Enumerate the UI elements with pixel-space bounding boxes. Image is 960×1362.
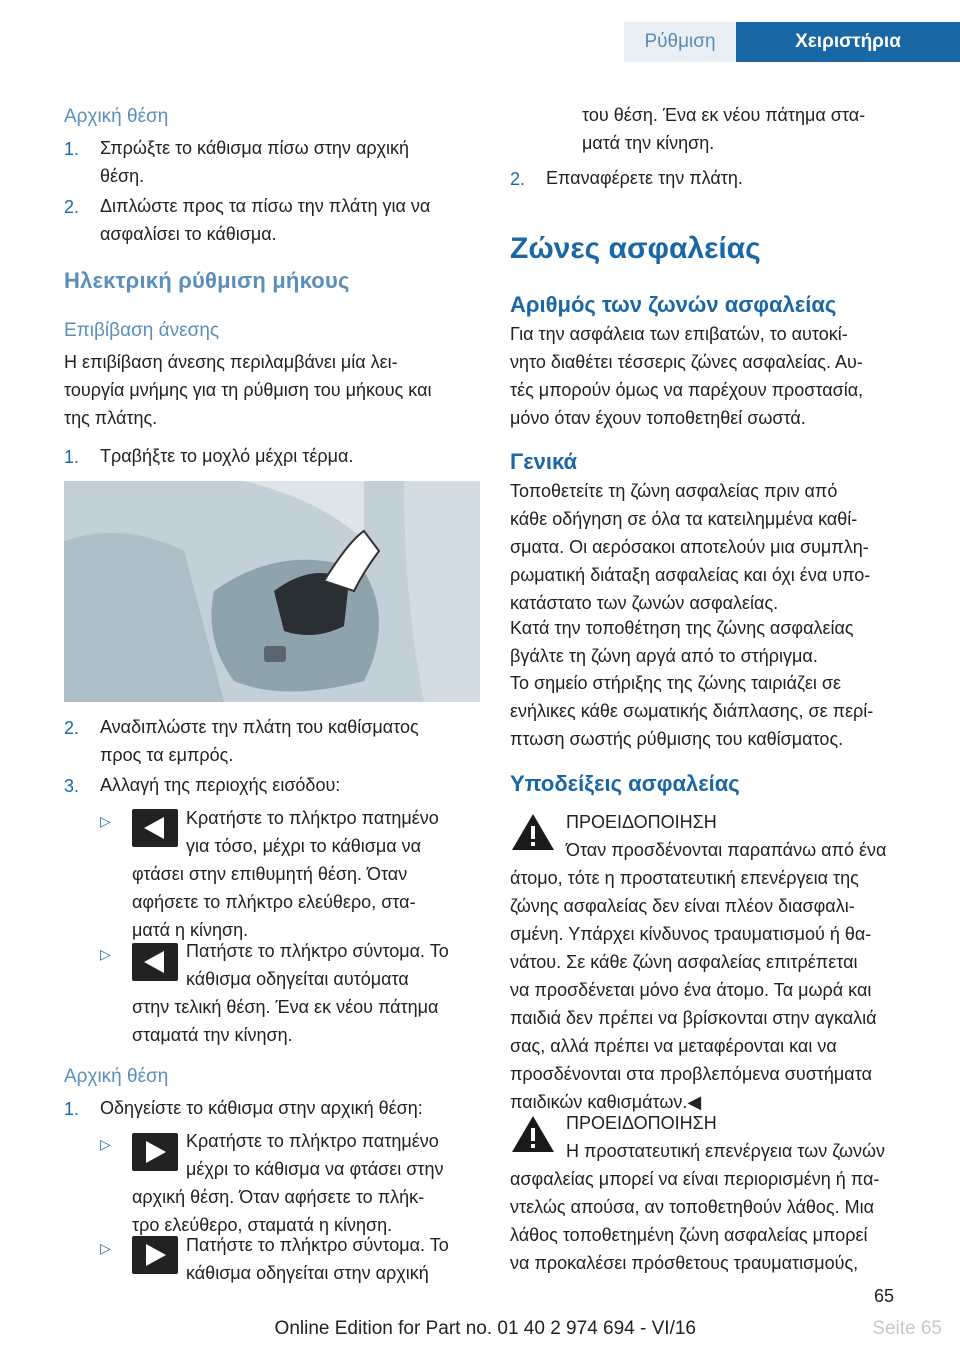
number-of-seatbelts-heading: Αριθμός των ζωνών ασφαλείας [510, 292, 837, 317]
step-number: 1. [64, 1099, 80, 1119]
bullet-text-continued: φτάσει στην επιθυμητή θέση. Όταν αφήσετε το πλήκτρο ελεύθερο, στα‐ ματά η κίνηση. [132, 864, 416, 940]
tab-controls[interactable]: Χειριστήρια [736, 22, 960, 62]
step-number: 3. [64, 776, 80, 796]
step-number: 2. [510, 169, 526, 189]
seat-lever-photo [64, 481, 480, 702]
bullet-text-continued: στην τελική θέση. Ένα εκ νέου πάτημα σταματά την κίνηση. [132, 997, 439, 1045]
warning-label: ΠΡΟΕΙΔΟΠΟΙΗΣΗ [566, 812, 717, 832]
initial-position-heading: Αρχική θέση [64, 106, 169, 127]
button-back-icon [132, 943, 178, 981]
button-forward-icon [132, 1236, 178, 1274]
general-paragraph: Τοποθετείτε τη ζώνη ασφαλείας πριν από κάθε οδήγηση σε όλα τα κατειλημμένα καθί‐ σματα. Οι αερόσακοι αποτελούν μια συμπλη‐ ρωματική διάταξη ασφαλείας και όχι ένα υπο‐ κατάστατο των ζωνών ασφαλείας. [510, 481, 871, 613]
initial-position-heading: Αρχική θέση [64, 1066, 169, 1087]
step-text-continued: του θέση. Ένα εκ νέου πάτημα στα‐ ματά την κίνηση. [582, 105, 866, 153]
page-number: 65 [873, 1286, 894, 1306]
step-text: Αναδιπλώστε την πλάτη του καθίσματος προς τα εμπρός. [100, 717, 419, 765]
step-number: 2. [64, 197, 80, 217]
step-number: 1. [64, 139, 80, 159]
tab-settings[interactable]: Ρύθμιση [624, 22, 736, 62]
bullet-marker: ▷ [100, 813, 111, 829]
bullet-text: Πατήστε το πλήκτρο σύντομα. Το κάθισμα οδηγείται στην αρχική [186, 1235, 449, 1283]
warning-text: Όταν προσδένονται παραπάνω από ένα [566, 840, 887, 860]
general-paragraph: Το σημείο στήριξης της ζώνης ταιριάζει σε ενήλικες κάθε σωματικής διάπλασης, σε περί‐ πτωση σωστής ρύθμισης του καθίσματος. [510, 673, 874, 749]
bullet-text: Κρατήστε το πλήκτρο πατημένο μέχρι το κάθισμα να φτάσει στην [186, 1131, 444, 1179]
step-text: Τραβήξτε το μοχλό μέχρι τέρμα. [100, 446, 354, 466]
safety-notes-heading: Υποδείξεις ασφαλείας [510, 771, 740, 796]
step-text: Διπλώστε προς τα πίσω την πλάτη για να ασφαλίσει το κάθισμα. [100, 196, 431, 244]
header-tabs [624, 22, 960, 62]
step-text: Σπρώξτε το κάθισμα πίσω στην αρχική θέση. [100, 138, 410, 186]
warning-icon [510, 1114, 556, 1154]
step-number: 2. [64, 718, 80, 738]
warning-text-continued: ασφαλείας μπορεί να είναι περιορισμένη ή πα‐ ντελώς απούσα, αν τοποθετηθούν λάθος. Μια λάθος τοποθετημένη ζώνη ασφαλείας μπορεί να προκαλέσει πρόσθετους τραυματισμούς, [510, 1169, 880, 1273]
warning-icon [510, 812, 556, 852]
bullet-text: Κρατήστε το πλήκτρο πατημένο για τόσο, μέχρι το κάθισμα να [186, 808, 439, 856]
bullet-marker: ▷ [100, 1136, 111, 1152]
easy-entry-text: Η επιβίβαση άνεσης περιλαμβάνει μία λει‐ τουργία μνήμης για τη ρύθμιση του μήκους και της πλάτης. [64, 352, 432, 428]
electric-adjustment-heading: Ηλεκτρική ρύθμιση μήκους [64, 268, 350, 293]
step-text: Αλλαγή της περιοχής εισόδου: [100, 775, 341, 795]
bullet-marker: ▷ [100, 1240, 111, 1256]
warning-text: Η προστατευτική επενέργεια των ζωνών [566, 1141, 886, 1161]
bullet-text: Πατήστε το πλήκτρο σύντομα. Το κάθισμα οδηγείται αυτόματα [186, 941, 449, 989]
seatbelts-heading: Ζώνες ασφαλείας [510, 232, 761, 265]
bullet-text-continued: αρχική θέση. Όταν αφήσετε το πλήκ‐ τρο ελεύθερο, σταματά η κίνηση. [132, 1187, 425, 1235]
step-text: Οδηγείστε το κάθισμα στην αρχική θέση: [100, 1098, 423, 1118]
warning-text-continued: άτομο, τότε η προστατευτική επενέργεια της ζώνης ασφαλείας δεν είναι πλέον διασφαλι‐ σμένη. Υπάρχει κίνδυνος τραυματισμού ή θα‐ νάτου. Σε κάθε ζώνη ασφαλείας επιτρέπεται να προσδένεται μόνο ένα άτομο. Τα μωρά και παιδιά δεν πρέπει να βρίσκονται στην αγκαλιά σας, αλλά πρέπει να μεταφέρονται και να προσδένονται στα προβλεπόμενα συστήματα παιδικών καθισμάτων.◀ [510, 868, 877, 1112]
button-forward-icon [132, 1133, 178, 1171]
easy-entry-heading: Επιβίβαση άνεσης [64, 320, 220, 341]
general-heading: Γενικά [510, 449, 578, 474]
step-number: 1. [64, 447, 80, 467]
button-back-icon [132, 809, 178, 847]
general-paragraph: Κατά την τοποθέτηση της ζώνης ασφαλείας βγάλτε τη ζώνη αργά από το στήριγμα. [510, 618, 854, 666]
bullet-marker: ▷ [100, 946, 111, 962]
watermark-text: Seite 65 [872, 1318, 942, 1339]
step-text: Επαναφέρετε την πλάτη. [546, 168, 743, 188]
number-of-seatbelts-text: Για την ασφάλεια των επιβατών, το αυτοκί‐ νητο διαθέτει τέσσερις ζώνες ασφαλείας. Αυ‐ τές μπορούν όμως να παρέχουν προστασία, μόνο όταν έχουν τοποθετηθεί σωστά. [510, 324, 864, 428]
warning-label: ΠΡΟΕΙΔΟΠΟΙΗΣΗ [566, 1113, 717, 1133]
edition-text: Online Edition for Part no. 01 40 2 974 694 - VI/16 [274, 1318, 696, 1339]
